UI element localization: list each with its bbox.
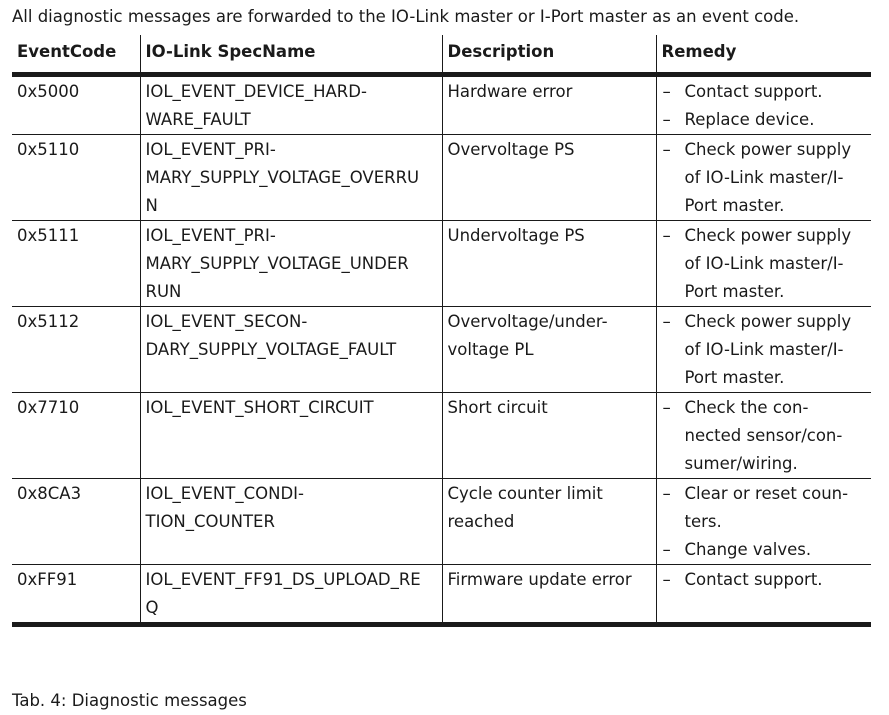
event-code: 0x8CA3 (12, 479, 140, 565)
table-body (12, 75, 871, 625)
event-code: 0x5000 (12, 75, 140, 135)
table-row (12, 479, 871, 565)
table-row (12, 393, 871, 479)
event-code: 0x5112 (12, 307, 140, 393)
remedy-item: – Check the con- nected sensor/con- sumer/wiring. (662, 394, 866, 478)
description: Firmware update error (442, 565, 656, 625)
remedy-cell (656, 221, 871, 307)
description: Short circuit (442, 393, 656, 479)
remedy-item: – Contact support. (662, 566, 866, 594)
table-row (12, 565, 871, 625)
table-row (12, 307, 871, 393)
header-description: Description (442, 35, 656, 75)
description: Overvoltage/under- voltage PL (442, 307, 656, 393)
remedy-list (662, 394, 866, 478)
remedy-cell (656, 565, 871, 625)
diagnostic-messages-table (12, 35, 871, 627)
remedy-item: – Check power supply of IO-Link master/I- Port master. (662, 308, 866, 392)
description: Undervoltage PS (442, 221, 656, 307)
description: Overvoltage PS (442, 135, 656, 221)
remedy-list (662, 136, 866, 220)
remedy-list (662, 308, 866, 392)
remedy-list (662, 480, 866, 564)
spec-name: IOL_EVENT_DEVICE_HARD- WARE_FAULT (140, 75, 442, 135)
remedy-item: – Check power supply of IO-Link master/I- Port master. (662, 136, 866, 220)
intro-text: All diagnostic messages are forwarded to the IO-Link master or I-Port master as an event code. (12, 7, 800, 26)
remedy-cell (656, 75, 871, 135)
remedy-item: – Clear or reset coun- ters. (662, 480, 866, 536)
spec-name: IOL_EVENT_SHORT_CIRCUIT (140, 393, 442, 479)
table-row (12, 135, 871, 221)
remedy-cell (656, 307, 871, 393)
spec-name: IOL_EVENT_PRI- MARY_SUPPLY_VOLTAGE_UNDER RUN (140, 221, 442, 307)
header-eventcode: EventCode (12, 35, 140, 75)
event-code: 0x5111 (12, 221, 140, 307)
header-remedy: Remedy (656, 35, 871, 75)
remedy-cell (656, 135, 871, 221)
event-code: 0xFF91 (12, 565, 140, 625)
table-header-row (12, 35, 871, 75)
remedy-item: – Contact support. (662, 78, 866, 106)
description: Cycle counter limit reached (442, 479, 656, 565)
event-code: 0x7710 (12, 393, 140, 479)
spec-name: IOL_EVENT_SECON- DARY_SUPPLY_VOLTAGE_FAULT (140, 307, 442, 393)
table-caption: Tab. 4: Diagnostic messages (12, 691, 247, 710)
table-row (12, 221, 871, 307)
spec-name: IOL_EVENT_CONDI- TION_COUNTER (140, 479, 442, 565)
remedy-item: – Replace device. (662, 106, 866, 134)
remedy-item: – Check power supply of IO-Link master/I- Port master. (662, 222, 866, 306)
spec-name: IOL_EVENT_PRI- MARY_SUPPLY_VOLTAGE_OVERRU N (140, 135, 442, 221)
remedy-item: – Change valves. (662, 536, 866, 564)
table-row (12, 75, 871, 135)
description: Hardware error (442, 75, 656, 135)
spec-name: IOL_EVENT_FF91_DS_UPLOAD_RE Q (140, 565, 442, 625)
remedy-list (662, 566, 866, 594)
header-specname: IO-Link SpecName (140, 35, 442, 75)
remedy-cell (656, 479, 871, 565)
remedy-list (662, 222, 866, 306)
remedy-cell (656, 393, 871, 479)
event-code: 0x5110 (12, 135, 140, 221)
remedy-list (662, 78, 866, 134)
